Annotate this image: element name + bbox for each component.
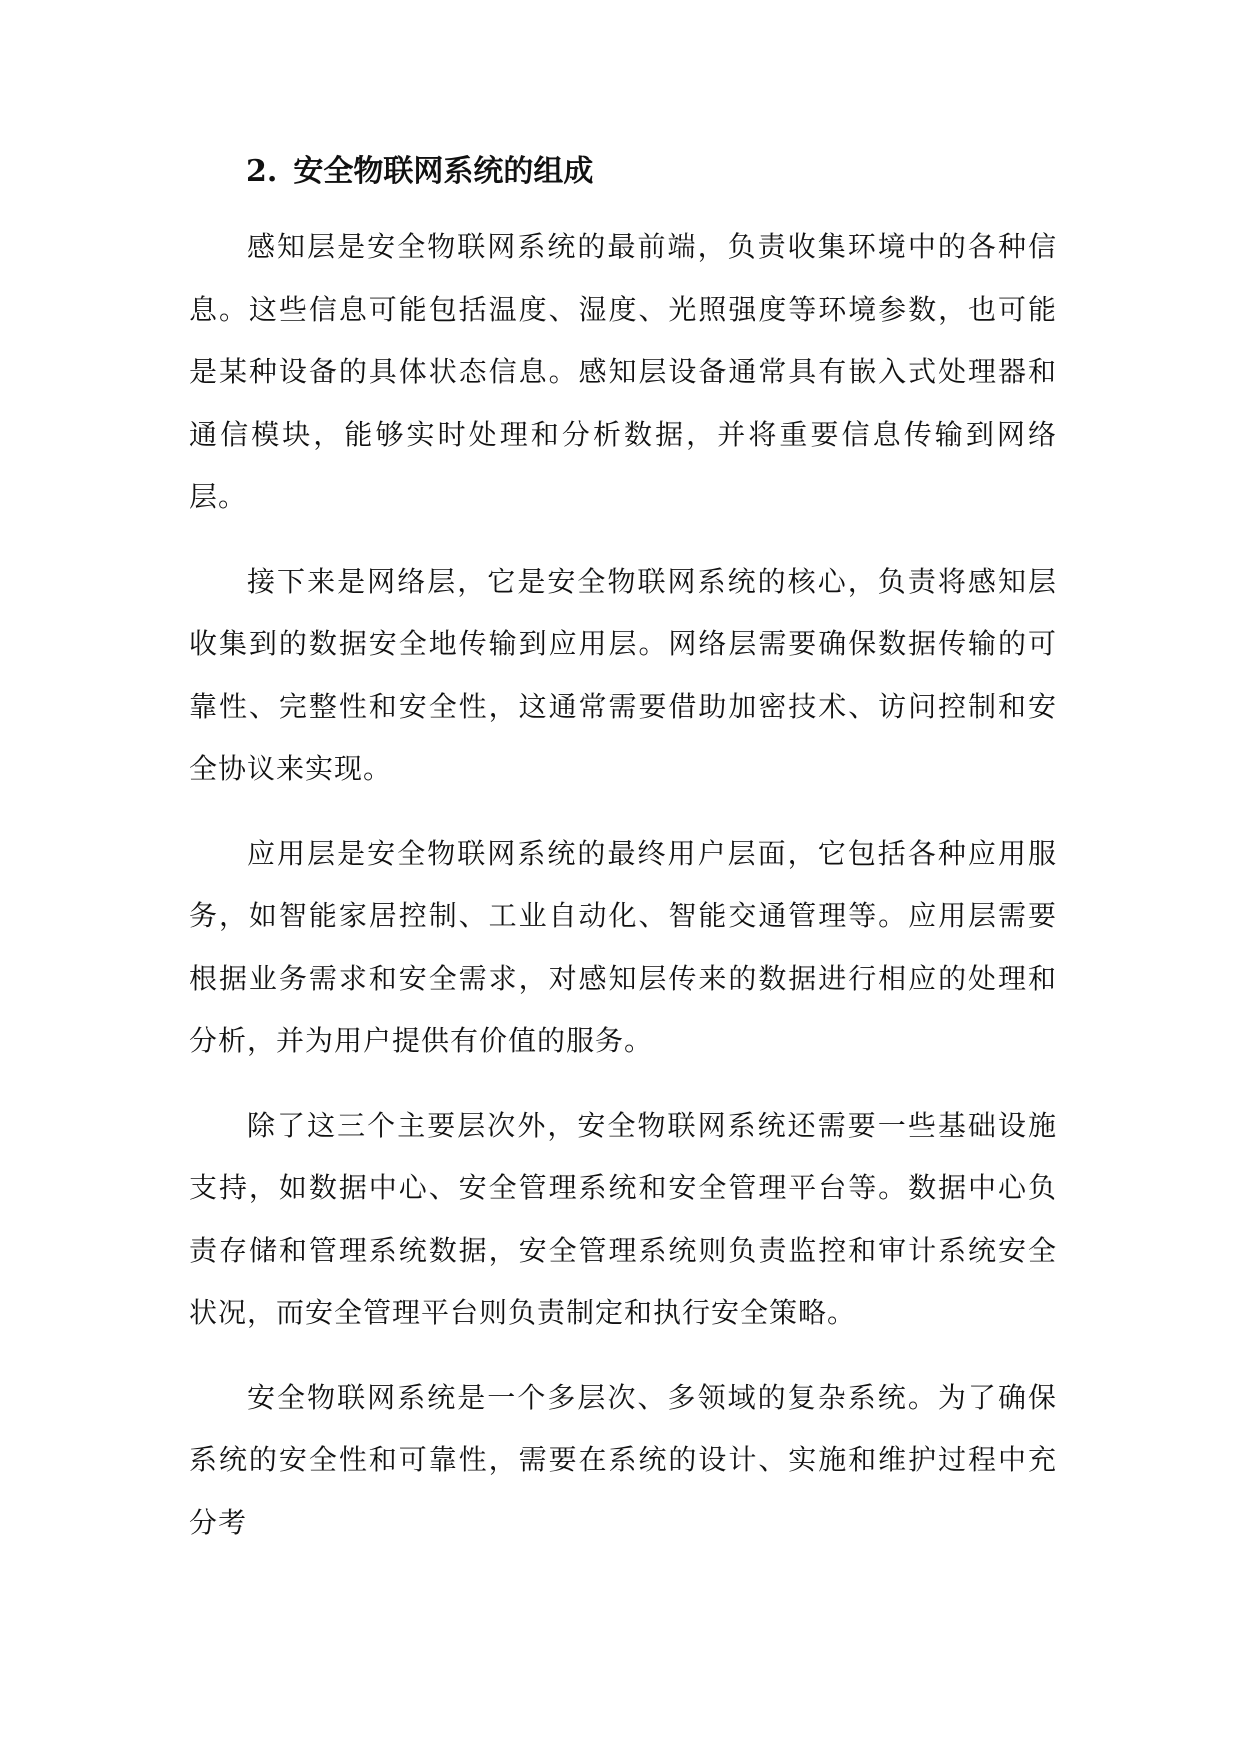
paragraph-summary: 安全物联网系统是一个多层次、多领域的复杂系统。为了确保系统的安全性和可靠性，需要在系统的设计、实施和维护过程中充分考 (189, 1380, 1057, 1539)
paragraph-network-layer: 接下来是网络层，它是安全物联网系统的核心，负责将感知层收集到的数据安全地传输到应用层。网络层需要确保数据传输的可靠性、完整性和安全性，这通常需要借助加密技术、访问控制和安全协议来实现。 (189, 564, 1057, 785)
section-number: 2. (246, 154, 278, 189)
section-heading (189, 148, 1057, 196)
paragraph-perception-layer: 感知层是安全物联网系统的最前端，负责收集环境中的各种信息。这些信息可能包括温度、湿度、光照强度等环境参数，也可能是某种设备的具体状态信息。感知层设备通常具有嵌入式处理器和通信模块，能够实时处理和分析数据，并将重要信息传输到网络层。 (189, 230, 1057, 513)
section-title: 安全物联网系统的组成 (293, 154, 594, 189)
paragraph-infrastructure: 除了这三个主要层次外，安全物联网系统还需要一些基础设施支持，如数据中心、安全管理系统和安全管理平台等。数据中心负责存储和管理系统数据，安全管理系统则负责监控和审计系统安全状况，而安全管理平台则负责制定和执行安全策略。 (189, 1108, 1057, 1329)
paragraph-application-layer: 应用层是安全物联网系统的最终用户层面，它包括各种应用服务，如智能家居控制、工业自动化、智能交通管理等。应用层需要根据业务需求和安全需求，对感知层传来的数据进行相应的处理和分析，并为用户提供有价值的服务。 (189, 836, 1057, 1057)
page-content (189, 148, 1057, 1554)
